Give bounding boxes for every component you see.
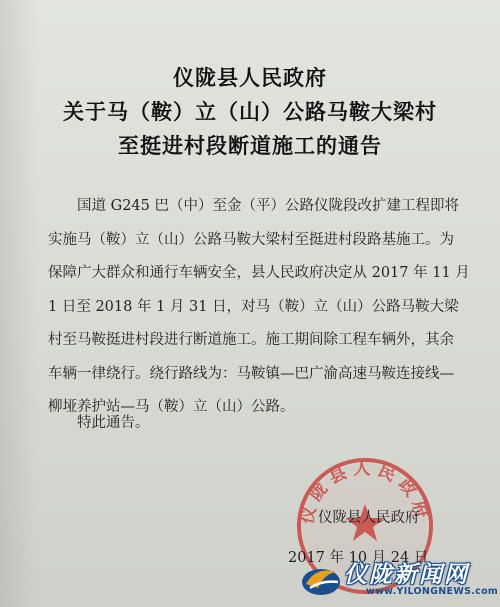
site-logo-icon [300, 558, 342, 600]
closing-text: 特此通告。 [77, 415, 150, 431]
site-url: www.YILONGNEWS.com [366, 586, 499, 597]
body-line: 车辆一律绕行。绕行路线为：马鞍镇—巴广渝高速马鞍连接线— [48, 365, 454, 382]
body-line: 柳垭养护站—马（鞍）立（山）公路。 [48, 399, 295, 415]
notice-title-line-1: 仪陇县人民政府 [173, 66, 327, 90]
notice-title-line-2: 关于马（鞍）立（山）公路马鞍大梁村 [63, 100, 437, 124]
body-line: 1 日至 2018 年 1 月 31 日，对马（鞍）立（山）公路马鞍大梁 [48, 298, 459, 315]
body-line: 村至马鞍挺进村段进行断道施工。施工期间除工程车辆外，其余 [48, 332, 454, 348]
body-line: 实施马（鞍）立（山）公路马鞍大梁村至挺进村段路基施工。为 [48, 231, 454, 248]
site-name: 仪陇新闻网 [344, 562, 469, 588]
notice-title-line-3: 至挺进村段断道施工的通告 [118, 134, 382, 158]
body-line: 国道 G245 巴（中）至金（平）公路仪陇段改扩建工程即将 [77, 198, 459, 214]
signature-issuer: 仪陇县人民政府 [318, 510, 420, 526]
notice-body [48, 190, 478, 425]
issue-date: 2017 年 10 月 24 日 [288, 550, 429, 566]
site-watermark [300, 552, 499, 604]
seal-text: 仪陇县人民政府 [297, 459, 433, 526]
body-line: 保障广大群众和通行车辆安全，县人民政府决定从 2017 年 11 月 [48, 265, 470, 281]
